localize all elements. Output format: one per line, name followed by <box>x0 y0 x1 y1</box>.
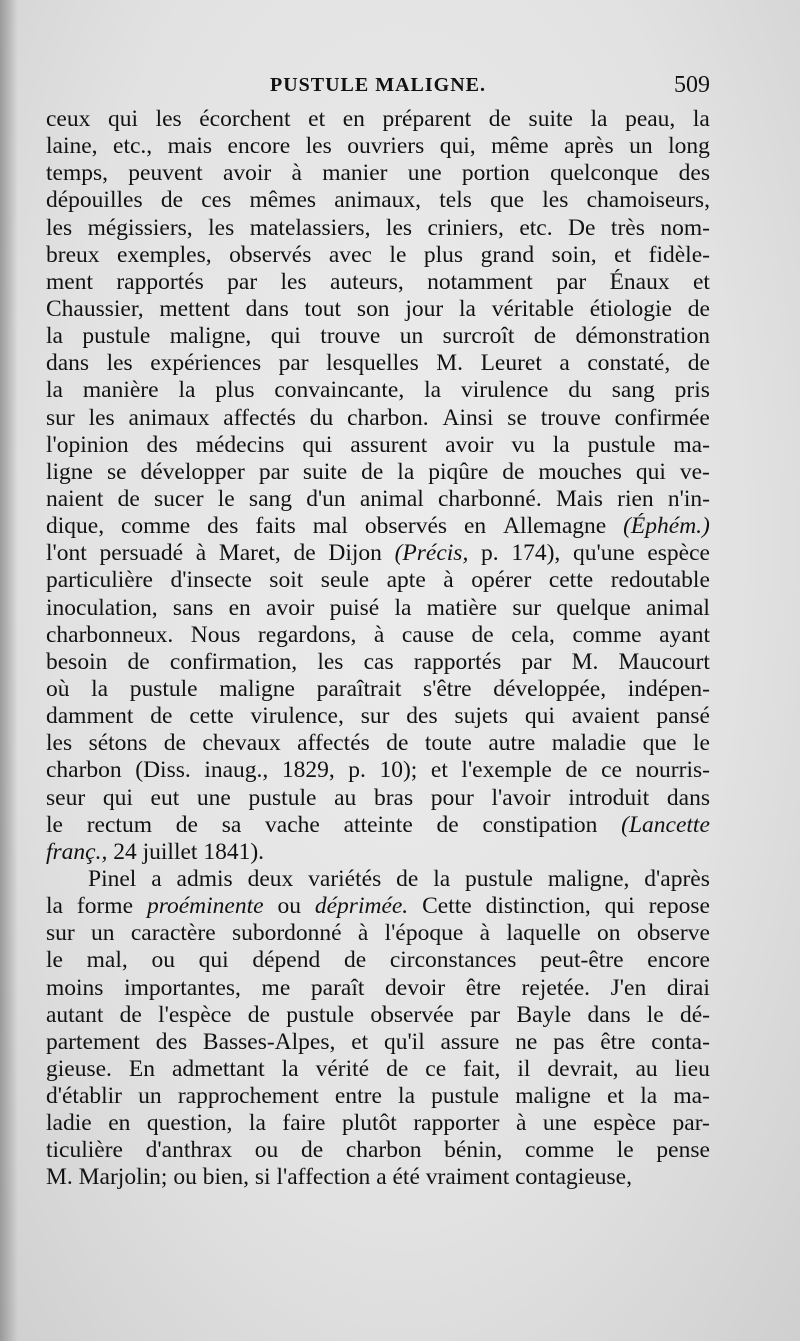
text-line: laine, etc., mais encore les ouvriers qui, même après un long <box>46 133 710 160</box>
text-line: le mal, ou qui dépend de circonstances peut-être encore <box>46 947 710 974</box>
text-line: besoin de confirmation, les cas rapportés par M. Maucourt <box>46 648 710 675</box>
text-line: sur les animaux affectés du charbon. Ainsi se trouve confirmée <box>46 404 710 431</box>
text-line: la pustule maligne, qui trouve un surcroît de démonstration <box>46 323 710 350</box>
text-line: d'établir un rapprochement entre la pustule maligne et la ma- <box>46 1083 710 1110</box>
page-number: 509 <box>674 72 710 98</box>
text-line: inoculation, sans en avoir puisé la matière sur quelque animal <box>46 594 710 621</box>
text-line: charbon (Diss. inaug., 1829, p. 10); et l'exemple de ce nourris- <box>46 757 710 784</box>
page-header <box>46 72 710 104</box>
text-line: naient de sucer le sang d'un animal charbonné. Mais rien n'in- <box>46 485 710 512</box>
text-line: charbonneux. Nous regardons, à cause de cela, comme ayant <box>46 621 710 648</box>
text-line: ligne se développer par suite de la piqûre de mouches qui ve- <box>46 458 710 485</box>
text-line: Chaussier, mettent dans tout son jour la véritable étiologie de <box>46 295 710 322</box>
text-line: gieuse. En admettant la vérité de ce fait, il devrait, au lieu <box>46 1055 710 1082</box>
text-line: la manière la plus convaincante, la virulence du sang pris <box>46 377 710 404</box>
text-line: temps, peuvent avoir à manier une portion quelconque des <box>46 160 710 187</box>
text-line: particulière d'insecte soit seule apte à opérer cette redoutable <box>46 567 710 594</box>
text-line: dépouilles de ces mêmes animaux, tels que les chamoiseurs, <box>46 187 710 214</box>
text-line: ceux qui les écorchent et en préparent de suite la peau, la <box>46 106 710 132</box>
text-line: M. Marjolin; ou bien, si l'affection a été vraiment contagieuse, <box>46 1164 632 1191</box>
text-line: breux exemples, observés avec le plus grand soin, et fidèle- <box>46 241 710 268</box>
text-line: l'opinion des médecins qui assurent avoir vu la pustule ma- <box>46 431 710 458</box>
text-line: le rectum de sa vache atteinte de constipation (Lancette <box>46 811 710 838</box>
text-line: les sétons de chevaux affectés de toute autre maladie que le <box>46 730 710 757</box>
text-line: ladie en question, la faire plutôt rapporter à une espèce par- <box>46 1110 710 1137</box>
text-line: dans les expériences par lesquelles M. Leuret a constaté, de <box>46 350 710 377</box>
text-line: sur un caractère subordonné à l'époque à laquelle on observe <box>46 920 710 947</box>
running-title: PUSTULE MALIGNE. <box>269 74 487 96</box>
text-line: partement des Basses-Alpes, et qu'il assure ne pas être conta- <box>46 1028 710 1055</box>
body-text <box>46 106 710 1192</box>
text-line: autant de l'espèce de pustule observée par Bayle dans le dé- <box>46 1001 710 1028</box>
text-line: Pinel a admis deux variétés de la pustule maligne, d'après <box>88 865 710 892</box>
text-line: les mégissiers, les matelassiers, les criniers, etc. De très nom- <box>46 214 710 241</box>
text-line: ticulière d'anthrax ou de charbon bénin, comme le pense <box>46 1137 710 1164</box>
gutter-shadow <box>0 0 18 1341</box>
text-line: damment de cette virulence, sur des sujets qui avaient pansé <box>46 703 710 730</box>
text-line: où la pustule maligne paraîtrait s'être développée, indépen- <box>46 675 710 702</box>
text-line: franç., 24 juillet 1841). <box>46 838 265 865</box>
text-line: moins importantes, me paraît devoir être rejetée. J'en dirai <box>46 974 710 1001</box>
text-line: seur qui eut une pustule au bras pour l'avoir introduit dans <box>46 784 710 811</box>
text-line: ment rapportés par les auteurs, notamment par Énaux et <box>46 268 710 295</box>
text-line: dique, comme des faits mal observés en Allemagne (Éphém.) <box>46 513 710 540</box>
text-line: la forme proéminente ou déprimée. Cette distinction, qui repose <box>46 893 710 920</box>
text-line: l'ont persuadé à Maret, de Dijon (Précis, p. 174), qu'une espèce <box>46 540 710 567</box>
